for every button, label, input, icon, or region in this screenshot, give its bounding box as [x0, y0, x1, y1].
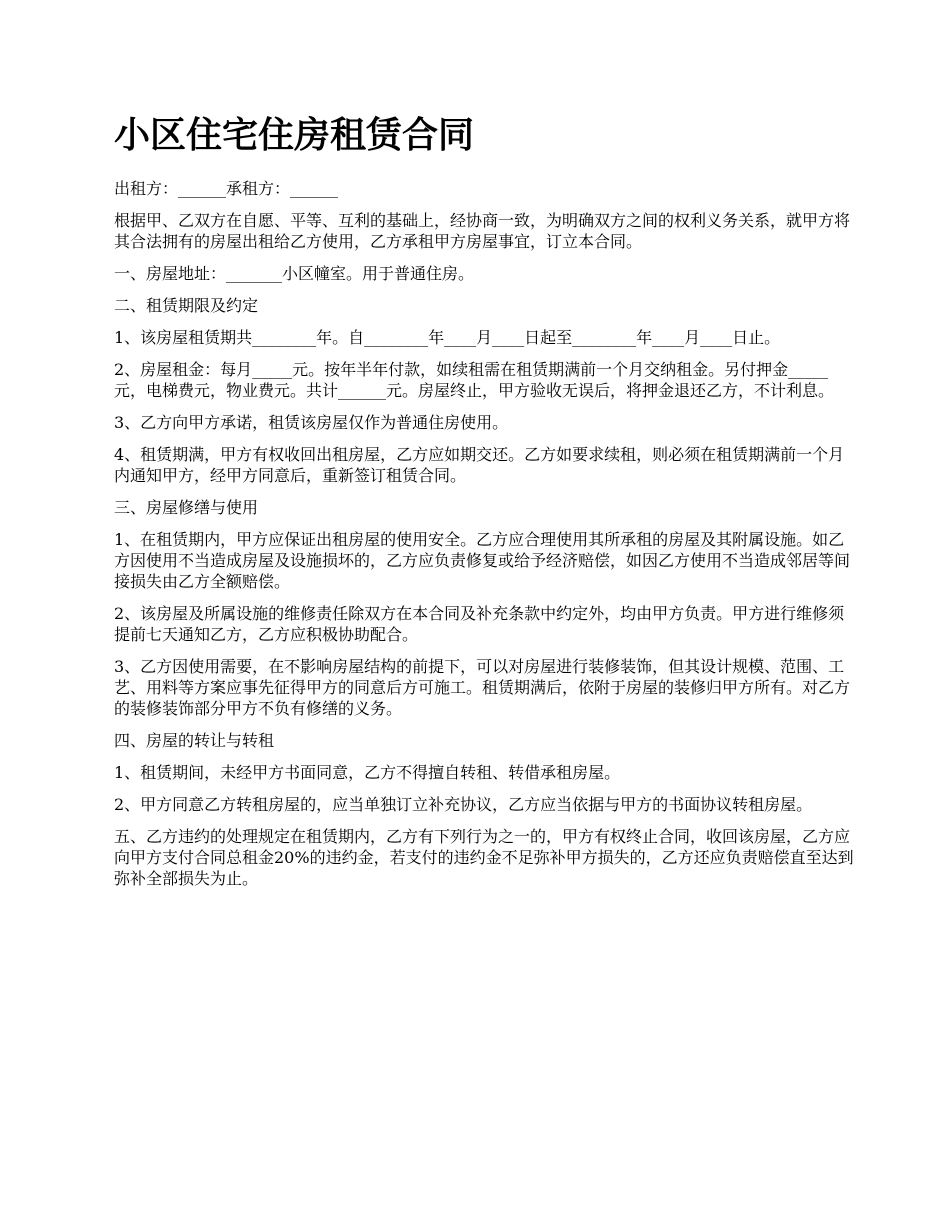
clause-2-1-lease-term: 1、该房屋租赁期共________年。自________年____月____日起至________年____月____日止。	[114, 328, 781, 347]
section-3-heading: 三、房屋修缮与使用	[114, 498, 259, 517]
clause-2-4-renewal: 4、租赁期满，甲方有权收回出租房屋，乙方应如期交还。乙方如要求续租，则必须在租赁期满前一个月内通知甲方，经甲方同意后，重新签订租赁合同。	[114, 445, 845, 485]
clause-4-1-sublet: 1、租赁期间，未经甲方书面同意，乙方不得擅自转租、转借承租房屋。	[114, 763, 621, 782]
document-body	[114, 178, 854, 900]
clause-3-2-maintenance: 2、该房屋及所属设施的维修责任除双方在本合同及补充条款中约定外，均由甲方负责。甲方进行维修须提前七天通知乙方，乙方应积极协助配合。	[114, 604, 845, 644]
section-4-heading: 四、房屋的转让与转租	[114, 731, 275, 750]
clause-4-2-sublet-agreement: 2、甲方同意乙方转租房屋的，应当单独订立补充协议，乙方应当依据与甲方的书面协议转租房屋。	[114, 795, 813, 814]
document-title: 小区住宅住房租赁合同	[114, 115, 475, 156]
parties-line: 出租方：______承租方：______	[114, 179, 339, 198]
clause-2-3-usage: 3、乙方向甲方承诺，租赁该房屋仅作为普通住房使用。	[114, 413, 509, 432]
clause-3-3-decoration: 3、乙方因使用需要，在不影响房屋结构的前提下，可以对房屋进行装修装饰，但其设计规模、范围、工艺、用料等方案应事先征得甲方的同意后方可施工。租赁期满后，依附于房屋的装修归甲方所有。对乙方的装修装饰部分甲方不负有修缮的义务。	[114, 657, 851, 718]
section-5-breach: 五、乙方违约的处理规定在租赁期内，乙方有下列行为之一的，甲方有权终止合同，收回该房屋，乙方应向甲方支付合同总租金20%的违约金，若支付的违约金不足弥补甲方损失的，乙方还应负责赔偿直至达到弥补全部损失为止。	[114, 827, 854, 888]
preamble-paragraph: 根据甲、乙双方在自愿、平等、互利的基础上，经协商一致，为明确双方之间的权利义务关系，就甲方将其合法拥有的房屋出租给乙方使用，乙方承租甲方房屋事宜，订立本合同。	[114, 211, 851, 251]
section-2-heading: 二、租赁期限及约定	[114, 296, 259, 315]
clause-2-2-rent: 2、房屋租金：每月_____元。按年半年付款，如续租需在租赁期满前一个月交纳租金。另付押金_____元，电梯费元，物业费元。共计______元。房屋终止，甲方验收无误后，将押金退还乙方，不计利息。	[114, 360, 835, 400]
section-1-house-address: 一、房屋地址：_______小区幢室。用于普通住房。	[114, 264, 475, 283]
clause-3-1-safety: 1、在租赁期内，甲方应保证出租房屋的使用安全。乙方应合理使用其所承租的房屋及其附属设施。如乙方因使用不当造成房屋及设施损坏的，乙方应负责修复或给予经济赔偿，如因乙方使用不当造成邻居等间接损失由乙方全额赔偿。	[114, 530, 851, 591]
